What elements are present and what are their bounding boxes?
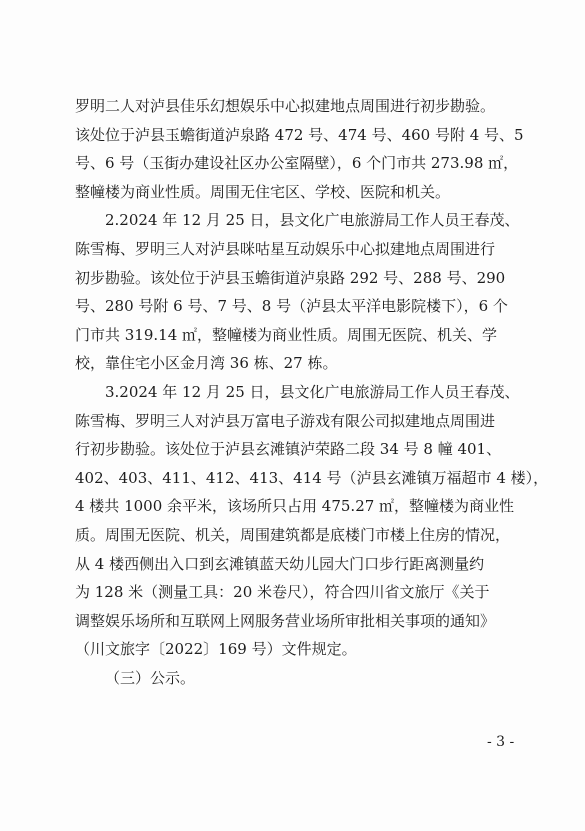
text-line: 行初步勘验。该处位于泸县玄滩镇泸荣路二段 34 号 8 幢 401、: [75, 440, 502, 459]
text-line: 该处位于泸县玉蟾街道泸泉路 472 号、474 号、460 号附 4 号、5: [75, 125, 524, 144]
paragraph-3-first-line: 3.2024 年 12 月 25 日，县文化广电旅游局工作人员王春茂、: [105, 382, 520, 401]
text-line: 陈雪梅、罗明三人对泸县万富电子游戏有限公司拟建地点周围进: [75, 411, 496, 430]
section-heading-publicity: （三）公示。: [105, 668, 196, 687]
text-line: 整幢楼为商业性质。周围无住宅区、学校、医院和机关。: [75, 182, 451, 201]
text-line: 罗明二人对泸县佳乐幻想娱乐中心拟建地点周围进行初步勘验。: [75, 97, 496, 115]
text-line: （川文旅字〔2022〕169 号）文件规定。: [75, 640, 357, 659]
text-line: 为 128 米（测量工具：20 米卷尺），符合四川省文旅厅《关于: [75, 583, 490, 602]
text-line: 402、403、411、412、413、414 号（泸县玄滩镇万福超市 4 楼），: [75, 468, 549, 487]
text-line: 4 楼共 1000 余平米，该场所只占用 475.27 ㎡，整幢楼为商业性: [75, 497, 515, 516]
text-line: 号、6 号（玉街办建设社区办公室隔壁），6 个门市共 273.98 ㎡，: [75, 154, 519, 173]
text-line: 初步勘验。该处位于泸县玉蟾街道泸泉路 292 号、288 号、290: [75, 268, 506, 287]
text-line: 门市共 319.14 ㎡，整幢楼为商业性质。周围无医院、机关、学: [75, 325, 498, 344]
text-line: 校，靠住宅小区金月湾 36 栋、27 栋。: [75, 354, 338, 373]
document-body: [75, 92, 549, 692]
text-line: 陈雪梅、罗明三人对泸县咪咕星互动娱乐中心拟建地点周围进行: [75, 239, 496, 258]
text-line: 质。周围无医院、机关，周围建筑都是底楼门市楼上住房的情况，: [75, 525, 511, 544]
page-number: - 3 -: [487, 734, 515, 750]
paragraph-2-first-line: 2.2024 年 12 月 25 日，县文化广电旅游局工作人员王春茂、: [105, 211, 520, 230]
text-line: 从 4 楼西侧出入口到玄滩镇蓝天幼儿园大门口步行距离测量约: [75, 554, 485, 573]
text-line: 号、280 号附 6 号、7 号、8 号（泸县太平洋电影院楼下），6 个: [75, 297, 508, 316]
text-line: 调整娱乐场所和互联网上网服务营业场所审批相关事项的通知》: [75, 611, 496, 630]
